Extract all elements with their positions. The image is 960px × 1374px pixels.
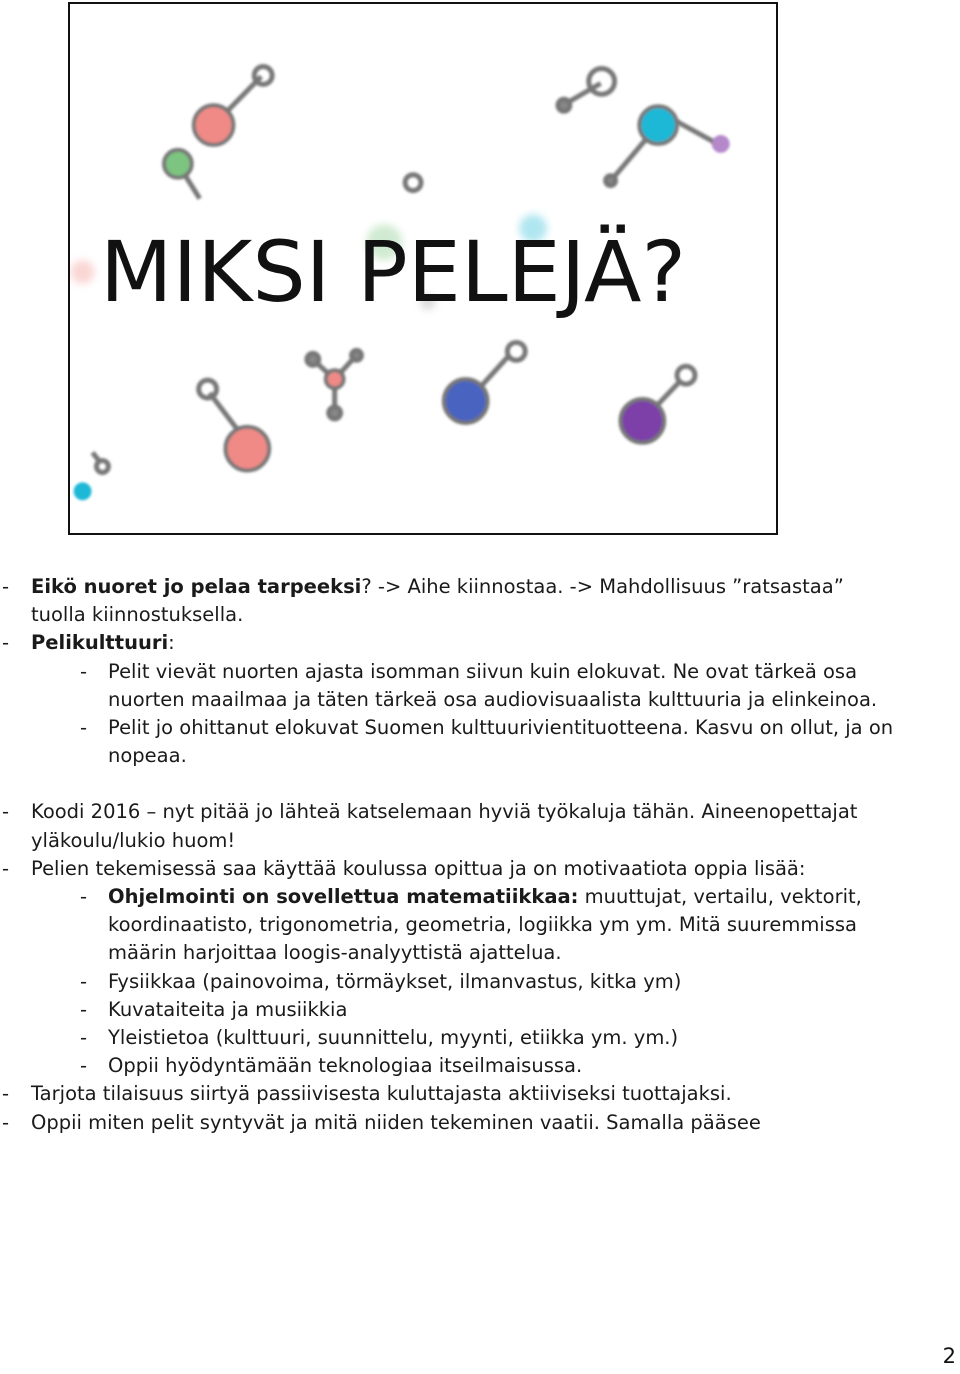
sub-bullet-item xyxy=(0,1052,900,1080)
bullet-item xyxy=(0,798,900,854)
bullet-dash: - xyxy=(2,1082,10,1106)
sub-bullet-item xyxy=(0,883,900,968)
bullet-dash: - xyxy=(2,631,10,655)
bullet-text: ? -> Aihe kiinnostaa. -> Mahdollisuus ”ratsastaa” tuolla kiinnostuksella. xyxy=(31,575,844,627)
spacer xyxy=(0,770,900,798)
bullet-dash: - xyxy=(2,1110,10,1134)
bullet-text: Yleistietoa (kulttuuri, suunnittelu, myynti, etiikka ym. ym.) xyxy=(108,1026,679,1050)
bullet-bold-text: Ohjelmointi on sovellettua matematiikkaa: xyxy=(108,885,579,909)
bullet-item xyxy=(0,1080,900,1108)
bullet-dash: - xyxy=(80,997,88,1021)
sub-bullet-item xyxy=(0,968,900,996)
sub-bullet-item xyxy=(0,658,900,714)
bullet-text: Kuvataiteita ja musiikkia xyxy=(108,997,348,1021)
bullet-text: Pelit jo ohittanut elokuvat Suomen kulttuurivientituotteena. Kasvu on ollut, ja on nopeaa. xyxy=(108,716,894,768)
speaker-notes xyxy=(0,573,900,1137)
bullet-text: Pelien tekemisessä saa käyttää koulussa opittua ja on motivaatiota oppia lisää: xyxy=(31,856,806,880)
bullet-text: Tarjota tilaisuus siirtyä passiivisesta kuluttajasta aktiiviseksi tuottajaksi. xyxy=(31,1082,732,1106)
bullet-text: Oppii miten pelit syntyvät ja mitä niiden tekeminen vaatii. Samalla pääsee xyxy=(31,1110,761,1134)
bullet-text: : xyxy=(168,631,175,655)
bullet-dash: - xyxy=(80,1026,88,1050)
bullet-item xyxy=(0,573,900,629)
page-number: 2 xyxy=(942,1344,956,1368)
bullet-item xyxy=(0,855,900,883)
bullet-dash: - xyxy=(2,856,10,880)
slide-title: MIKSI PELEJÄ? xyxy=(100,223,687,321)
bullet-text: Koodi 2016 – nyt pitää jo lähteä katselemaan hyviä työkaluja tähän. Aineenopettajat yläkoulu/lukio huom! xyxy=(31,800,858,852)
bullet-dash: - xyxy=(80,1054,88,1078)
bullet-bold-text: Eikö nuoret jo pelaa tarpeeksi xyxy=(31,575,362,598)
bullet-text: Oppii hyödyntämään teknologiaa itseilmaisussa. xyxy=(108,1054,583,1078)
bullet-dash: - xyxy=(80,885,88,909)
sub-bullet-item xyxy=(0,714,900,770)
bullet-text: Pelit vievät nuorten ajasta isomman siivun kuin elokuvat. Ne ovat tärkeä osa nuorten maailmaa ja täten tärkeä osa audiovisuaalista kulttuuria ja elinkeinoa. xyxy=(108,659,878,711)
bullet-dash: - xyxy=(80,969,88,993)
bullet-text: muuttujat, vertailu, vektorit, koordinaatisto, trigonometria, geometria, logiikka ym ym. Mitä suuremmissa määrin harjoittaa loogis-analyyttistä ajattelua. xyxy=(108,885,862,965)
bullet-text: Fysiikkaa (painovoima, törmäykset, ilmanvastus, kitka ym) xyxy=(108,969,682,993)
bullet-dash: - xyxy=(2,800,10,824)
bullet-item xyxy=(0,629,900,657)
sub-bullet-item xyxy=(0,1024,900,1052)
bullet-item xyxy=(0,1109,900,1137)
slide-thumbnail xyxy=(68,2,778,535)
bullet-dash: - xyxy=(80,659,88,683)
bullet-dash: - xyxy=(80,716,88,740)
sub-bullet-item xyxy=(0,996,900,1024)
bullet-bold-text: Pelikulttuuri xyxy=(31,631,169,655)
bullet-dash: - xyxy=(2,575,10,598)
